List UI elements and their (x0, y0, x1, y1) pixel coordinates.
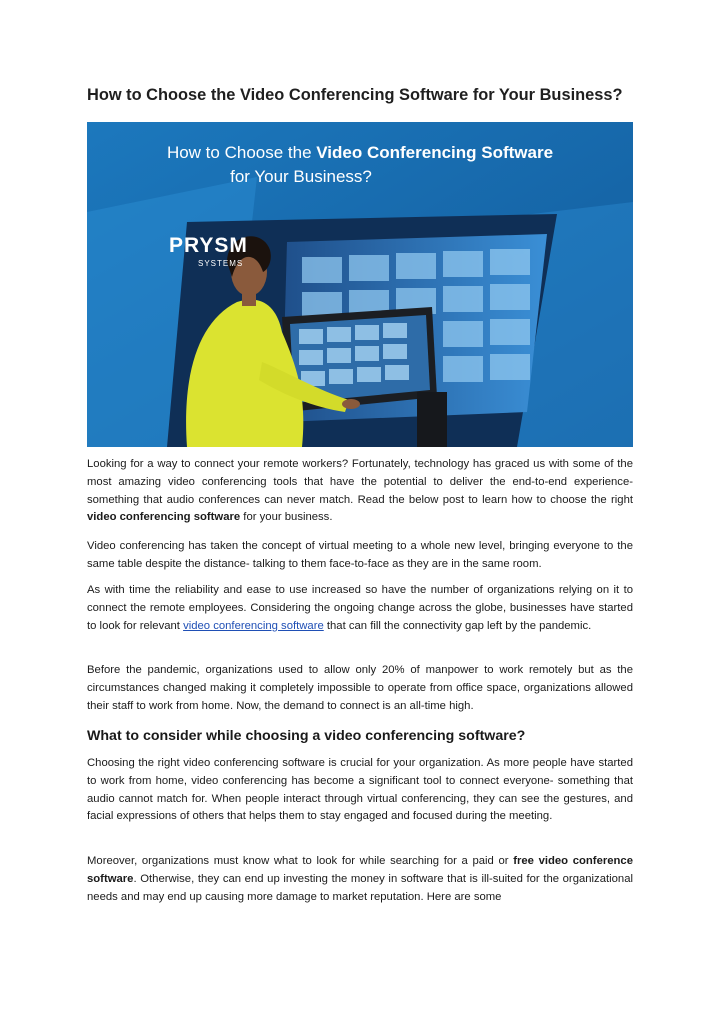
paragraph-intro-text: Looking for a way to connect your remote workers? Fortunately, technology has graced us with some of the most amazing video conferencing tools that have the potential to deliver the end-to-end experience- something that audio conferences can never match. Read the below post to learn how to choose the right (87, 458, 633, 506)
paragraph-moreover-tail: . Otherwise, they can end up investing the money in software that is ill-suited for the organizational needs and may end up causing more damage to market reputation. Here are some (87, 872, 633, 903)
paragraph-intro-tail: for your business. (240, 511, 333, 524)
paragraph-virtual-meeting: Video conferencing has taken the concept of virtual meeting to a whole new level, bringing everyone to the same table despite the distance- talking to them face-to-face as they are in the same room. (87, 540, 633, 570)
logo-main-text: PRYSM (169, 234, 248, 257)
paragraph-reliability (87, 582, 633, 635)
paragraph-pandemic: Before the pandemic, organizations used to allow only 20% of manpower to work remotely but as the circumstances changed making it completely impossible to operate from office space, organizations allowed their staff to work from home. Now, the demand to connect is an all-time high. (87, 664, 633, 712)
hero-headline-line2: for Your Business? (230, 167, 372, 186)
paragraph-reliability-text: As with time the reliability and ease to use increased so have the number of organizations relying on it to connect the remote employees. Considering the ongoing change across the globe, businesses have started to look for relevant (87, 584, 633, 632)
hero-headline-bold: Video Conferencing Software (316, 143, 554, 162)
paragraph-intro (87, 456, 633, 527)
paragraph-intro-bold: video conferencing software (87, 511, 241, 524)
hero-image (87, 122, 633, 447)
page-title: How to Choose the Video Conferencing Software for Your Business? (87, 86, 623, 104)
paragraph-moreover (87, 853, 633, 906)
monitor-stand (417, 392, 447, 447)
paragraph-reliability-tail: that can fill the connectivity gap left by the pandemic. (323, 619, 592, 632)
logo-sub-text: SYSTEMS (198, 259, 244, 268)
svg-text:How to Choose the Video Confer (167, 143, 553, 162)
hero-headline-plain: How to Choose the (166, 143, 317, 162)
paragraph-choosing: Choosing the right video conferencing software is crucial for your organization. As more people have started to work from home, video conferencing has become a significant tool to connect everyone- something that audio cannot match for. When people interact through virtual conferencing, they can see the gestures, and facial expressions of others that helps them to stay engaged and focused during the meeting. (87, 757, 633, 823)
paragraph-moreover-bold: free video conference software (87, 855, 633, 885)
paragraph-moreover-text: Moreover, organizations must know what to look for while searching for a paid or (87, 855, 514, 867)
section-heading: What to consider while choosing a video conferencing software? (87, 728, 526, 744)
hero-illustration (87, 122, 633, 447)
video-conferencing-software-link[interactable]: video conferencing software (183, 619, 324, 632)
